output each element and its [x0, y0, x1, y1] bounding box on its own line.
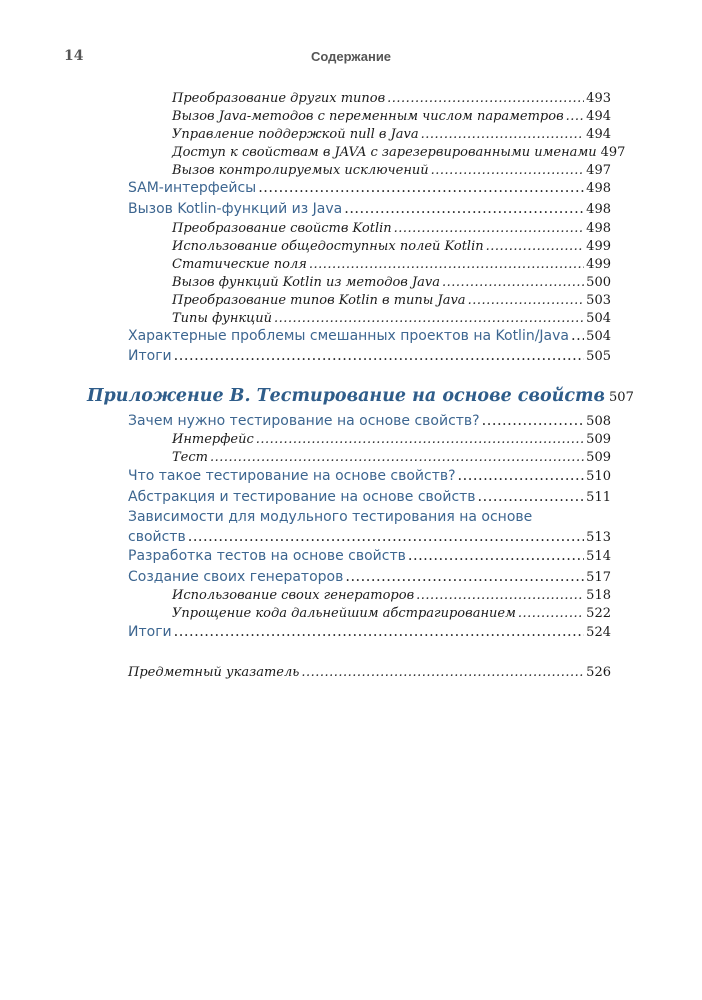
toc-entry-page: 500 — [586, 275, 611, 290]
toc-entry-page: 498 — [586, 221, 611, 236]
toc-entry[interactable] — [172, 293, 611, 310]
toc-entry-title: Использование общедоступных полей Kotlin — [172, 239, 484, 254]
toc-section-page: 511 — [586, 490, 611, 505]
toc-section[interactable] — [128, 624, 611, 644]
toc-section[interactable] — [128, 569, 611, 589]
toc-entry-page: 493 — [586, 91, 611, 106]
toc-entry[interactable] — [172, 311, 611, 328]
toc-section-title: Абстракция и тестирование на основе свойств — [128, 489, 476, 505]
toc-index-entry[interactable] — [128, 665, 611, 682]
toc-leader — [345, 569, 584, 585]
toc-entry-title: Интерфейс — [172, 432, 254, 447]
toc-entry-title: Типы функций — [172, 311, 272, 326]
toc-index-page: 526 — [586, 665, 611, 680]
toc-section-title: свойств — [128, 529, 186, 545]
toc-entry-page: 522 — [586, 606, 611, 621]
toc-leader — [566, 109, 585, 124]
toc-entry[interactable] — [172, 109, 611, 126]
toc-section-title: SAM-интерфейсы — [128, 180, 257, 196]
toc-section[interactable] — [128, 348, 611, 368]
toc-leader — [301, 665, 584, 680]
toc-entry[interactable] — [172, 606, 611, 623]
toc-entry[interactable] — [172, 239, 611, 256]
toc-entry-page: 497 — [586, 163, 611, 178]
toc-section-page: 498 — [586, 202, 611, 217]
toc-section-page: 508 — [586, 414, 611, 429]
toc-section-page: 524 — [586, 625, 611, 640]
toc-entry-page: 497 — [600, 145, 626, 160]
toc-leader — [394, 221, 585, 236]
toc-section-page: 517 — [586, 570, 611, 585]
toc-entry[interactable] — [172, 145, 626, 162]
toc-entry[interactable] — [172, 127, 611, 144]
toc-section-title: Характерные проблемы смешанных проектов на Kotlin/Java — [128, 328, 569, 344]
toc-entry[interactable] — [172, 432, 611, 449]
toc-entry[interactable] — [172, 275, 611, 292]
toc-leader — [174, 348, 585, 364]
toc-section[interactable] — [128, 529, 611, 549]
toc-entry-title: Преобразование других типов — [172, 91, 386, 106]
toc-entry-title: Вызов функций Kotlin из методов Java — [172, 275, 441, 290]
toc-section[interactable] — [128, 180, 611, 200]
toc-chapter[interactable] — [87, 386, 634, 410]
toc-chapter-title: Приложение B. Тестирование на основе свойств — [87, 386, 606, 406]
toc-entry-page: 518 — [586, 588, 611, 603]
toc-section-title: Итоги — [128, 624, 172, 640]
toc-section-title: Разработка тестов на основе свойств — [128, 548, 406, 564]
toc-leader — [344, 201, 584, 217]
toc-entry[interactable] — [172, 91, 611, 108]
toc-entry-page: 509 — [586, 450, 611, 465]
toc-entry-title: Управление поддержкой null в Java — [172, 127, 419, 142]
toc-leader — [188, 529, 584, 545]
toc-leader — [431, 163, 585, 178]
toc-leader — [387, 91, 584, 106]
toc-entry-title: Вызов Java-методов с переменным числом параметров — [172, 109, 564, 124]
toc-leader — [256, 432, 584, 447]
toc-section-page: 510 — [586, 469, 611, 484]
toc-entry-title: Использование своих генераторов — [172, 588, 415, 603]
toc-leader — [571, 328, 584, 344]
toc-leader — [518, 606, 584, 621]
toc-entry-title: Преобразование свойств Kotlin — [172, 221, 392, 236]
toc-leader — [416, 588, 584, 603]
toc-section-page: 498 — [586, 181, 611, 196]
toc-section[interactable] — [128, 548, 611, 568]
toc-section[interactable] — [128, 201, 611, 221]
toc-leader — [258, 180, 584, 196]
toc-index-title: Предметный указатель — [128, 665, 300, 680]
toc-entry-page: 494 — [586, 127, 611, 142]
toc-entry-title: Преобразование типов Kotlin в типы Java — [172, 293, 466, 308]
toc-section-page: 513 — [586, 530, 611, 545]
toc-entry-page: 499 — [586, 239, 611, 254]
toc-entry[interactable] — [172, 257, 611, 274]
toc-leader — [442, 275, 584, 290]
toc-leader — [408, 548, 584, 564]
toc-entry-title: Тест — [172, 450, 208, 465]
toc-entry-page: 509 — [586, 432, 611, 447]
toc-entry-title: Вызов контролируемых исключений — [172, 163, 429, 178]
toc-leader — [274, 311, 584, 326]
toc-leader — [486, 239, 585, 254]
toc-entry-title: Доступ к свойствам в JAVA с зарезервированными именами — [172, 145, 597, 160]
toc-leader — [421, 127, 585, 142]
toc-leader — [458, 468, 585, 484]
toc-entry-page: 503 — [586, 293, 611, 308]
toc-entry[interactable] — [172, 163, 611, 180]
toc-section-page: 505 — [586, 349, 611, 364]
toc-section[interactable] — [128, 468, 611, 488]
running-title: Содержание — [310, 49, 392, 64]
toc-entry[interactable] — [172, 588, 611, 605]
toc-leader — [468, 293, 585, 308]
toc-leader — [174, 624, 585, 640]
toc-entry-page: 494 — [586, 109, 611, 124]
toc-section[interactable] — [128, 328, 611, 348]
toc-entry-title: Упрощение кода дальнейшим абстрагированием — [172, 606, 516, 621]
toc-section-title-line1[interactable]: Зависимости для модульного тестирования на основе — [128, 509, 533, 525]
toc-section[interactable] — [128, 413, 611, 433]
toc-entry[interactable] — [172, 221, 611, 238]
toc-leader — [478, 489, 585, 505]
toc-chapter-page: 507 — [609, 390, 634, 405]
toc-section-page: 504 — [586, 329, 611, 344]
toc-entry[interactable] — [172, 450, 611, 467]
page-number: 14 — [64, 48, 84, 64]
toc-entry-page: 499 — [586, 257, 611, 272]
toc-entry-page: 504 — [586, 311, 611, 326]
toc-section-title: Вызов Kotlin-функций из Java — [128, 201, 343, 217]
toc-leader — [309, 257, 584, 272]
toc-section-title: Итоги — [128, 348, 172, 364]
page-header — [0, 48, 702, 68]
toc-leader — [482, 413, 585, 429]
toc-leader — [210, 450, 584, 465]
toc-entry-title: Статические поля — [172, 257, 307, 272]
toc-section-title: Создание своих генераторов — [128, 569, 344, 585]
toc-section-page: 514 — [586, 549, 611, 564]
toc-section-title: Что такое тестирование на основе свойств? — [128, 468, 456, 484]
toc-section-title: Зачем нужно тестирование на основе свойств? — [128, 413, 480, 429]
toc-section[interactable] — [128, 489, 611, 509]
